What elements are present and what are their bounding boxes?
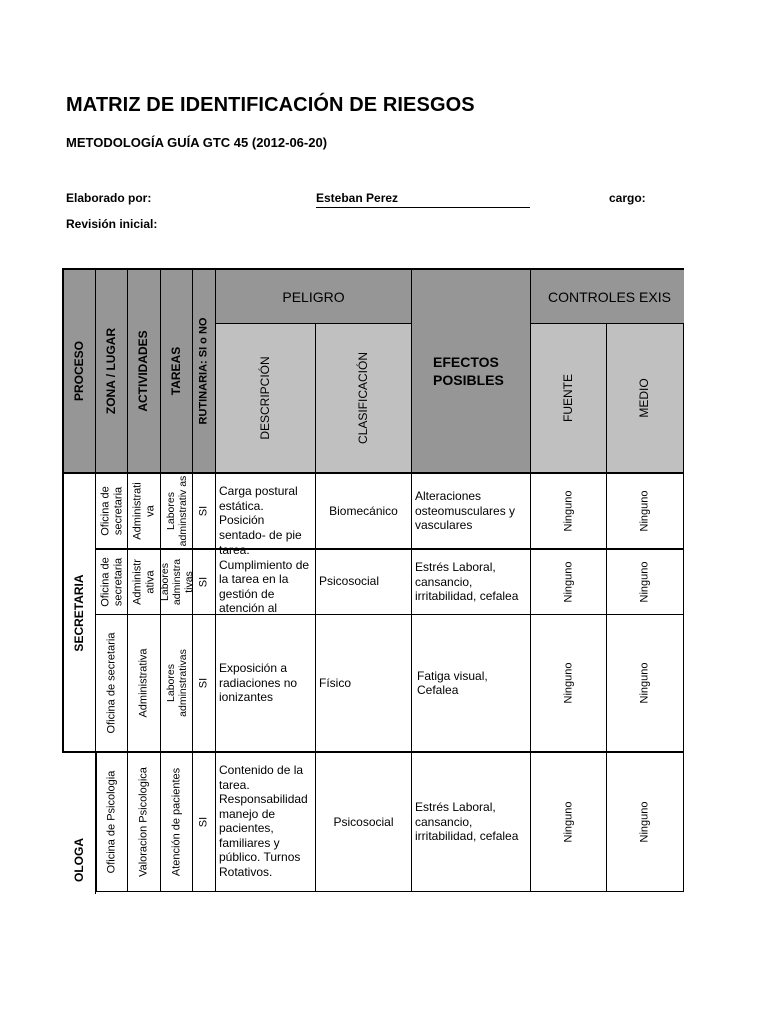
row2-zona: Oficina de secretaria (96, 550, 128, 615)
row3-actividad: Administrativa (128, 615, 161, 753)
row2-rutinaria: SI (193, 550, 216, 615)
row4-zona: Oficina de Psicologia (96, 753, 128, 892)
proceso-psicologa: OLOGA (62, 753, 96, 894)
header-controles: CONTROLES EXIS (531, 268, 684, 324)
document-title: MATRIZ DE IDENTIFICACIÓN DE RIESGOS (66, 94, 475, 116)
row4-fuente: Ninguno (531, 753, 607, 892)
row2-actividad: Administr ativa (128, 550, 161, 615)
row4-tarea: Atención de pacientes (161, 753, 193, 892)
row1-descripcion: Carga postural estática. Posición sentado- de pie (216, 474, 316, 550)
header-descripcion: DESCRIPCIÓN (216, 324, 316, 474)
elaborado-label: Elaborado por: (66, 191, 152, 205)
proceso-secretaria: SECRETARIA (62, 474, 96, 753)
row1-fuente: Ninguno (531, 474, 607, 550)
row3-medio: Ninguno (607, 615, 684, 753)
row4-clasificacion: Psicosocial (316, 753, 412, 892)
row3-fuente: Ninguno (531, 615, 607, 753)
document-subtitle: METODOLOGÍA GUÍA GTC 45 (2012-06-20) (66, 135, 328, 150)
row2-medio: Ninguno (607, 550, 684, 615)
header-actividades: ACTIVIDADES (128, 268, 161, 474)
risk-matrix-table (62, 268, 684, 894)
row2-tarea: Labores adminstra tivas (161, 550, 193, 615)
row3-descripcion: Exposición a radiaciones no ionizantes (216, 615, 316, 753)
header-medio: MEDIO (607, 324, 684, 474)
header-rutinaria: RUTINARIA: SI o NO (193, 268, 216, 474)
row2-fuente: Ninguno (531, 550, 607, 615)
row3-tarea: Labores adminstrativas (161, 615, 193, 753)
row3-efectos: Fatiga visual, Cefalea (412, 615, 531, 753)
revision-label: Revisión inicial: (66, 217, 158, 231)
row1-rutinaria: SI (193, 474, 216, 550)
row1-zona: Oficina de secretaria (96, 474, 128, 550)
cargo-label: cargo: (609, 191, 646, 205)
row2-efectos: Estrés Laboral, cansancio, irritabilidad, cefalea (412, 550, 531, 615)
row3-clasificacion: Físico (316, 615, 412, 753)
row1-clasificacion: Biomecánico (316, 474, 412, 550)
row4-rutinaria: SI (193, 753, 216, 892)
row1-tarea: Labores adminstrativ as (161, 474, 193, 550)
row3-zona: Oficina de secretaria (96, 615, 128, 753)
header-efectos: EFECTOS POSIBLES (412, 268, 531, 474)
row2-clasificacion: Psicosocial (316, 550, 412, 615)
header-proceso: PROCESO (62, 268, 96, 474)
row3-rutinaria: SI (193, 615, 216, 753)
row4-efectos: Estrés Laboral, cansancio, irritabilidad, cefalea (412, 753, 531, 892)
row4-descripcion: Contenido de la tarea. Responsabilidad manejo de pacientes, familiares y público. Turnos Rotativos. (216, 753, 316, 892)
row1-actividad: Administrati va (128, 474, 161, 550)
header-zona: ZONA / LUGAR (96, 268, 128, 474)
row1-efectos: Alteraciones osteomusculares y vasculares (412, 474, 531, 550)
row2-descripcion: tarea. Cumplimiento de la tarea en la gestión de atención al (216, 550, 316, 615)
header-peligro: PELIGRO (216, 268, 412, 324)
row1-medio: Ninguno (607, 474, 684, 550)
header-clasificacion: CLASIFICACIÓN (316, 324, 412, 474)
elaborado-value: Esteban Perez (316, 191, 530, 208)
row4-medio: Ninguno (607, 753, 684, 892)
header-tareas: TAREAS (161, 268, 193, 474)
header-fuente: FUENTE (531, 324, 607, 474)
row4-actividad: Valoracion Psicologica (128, 753, 161, 892)
